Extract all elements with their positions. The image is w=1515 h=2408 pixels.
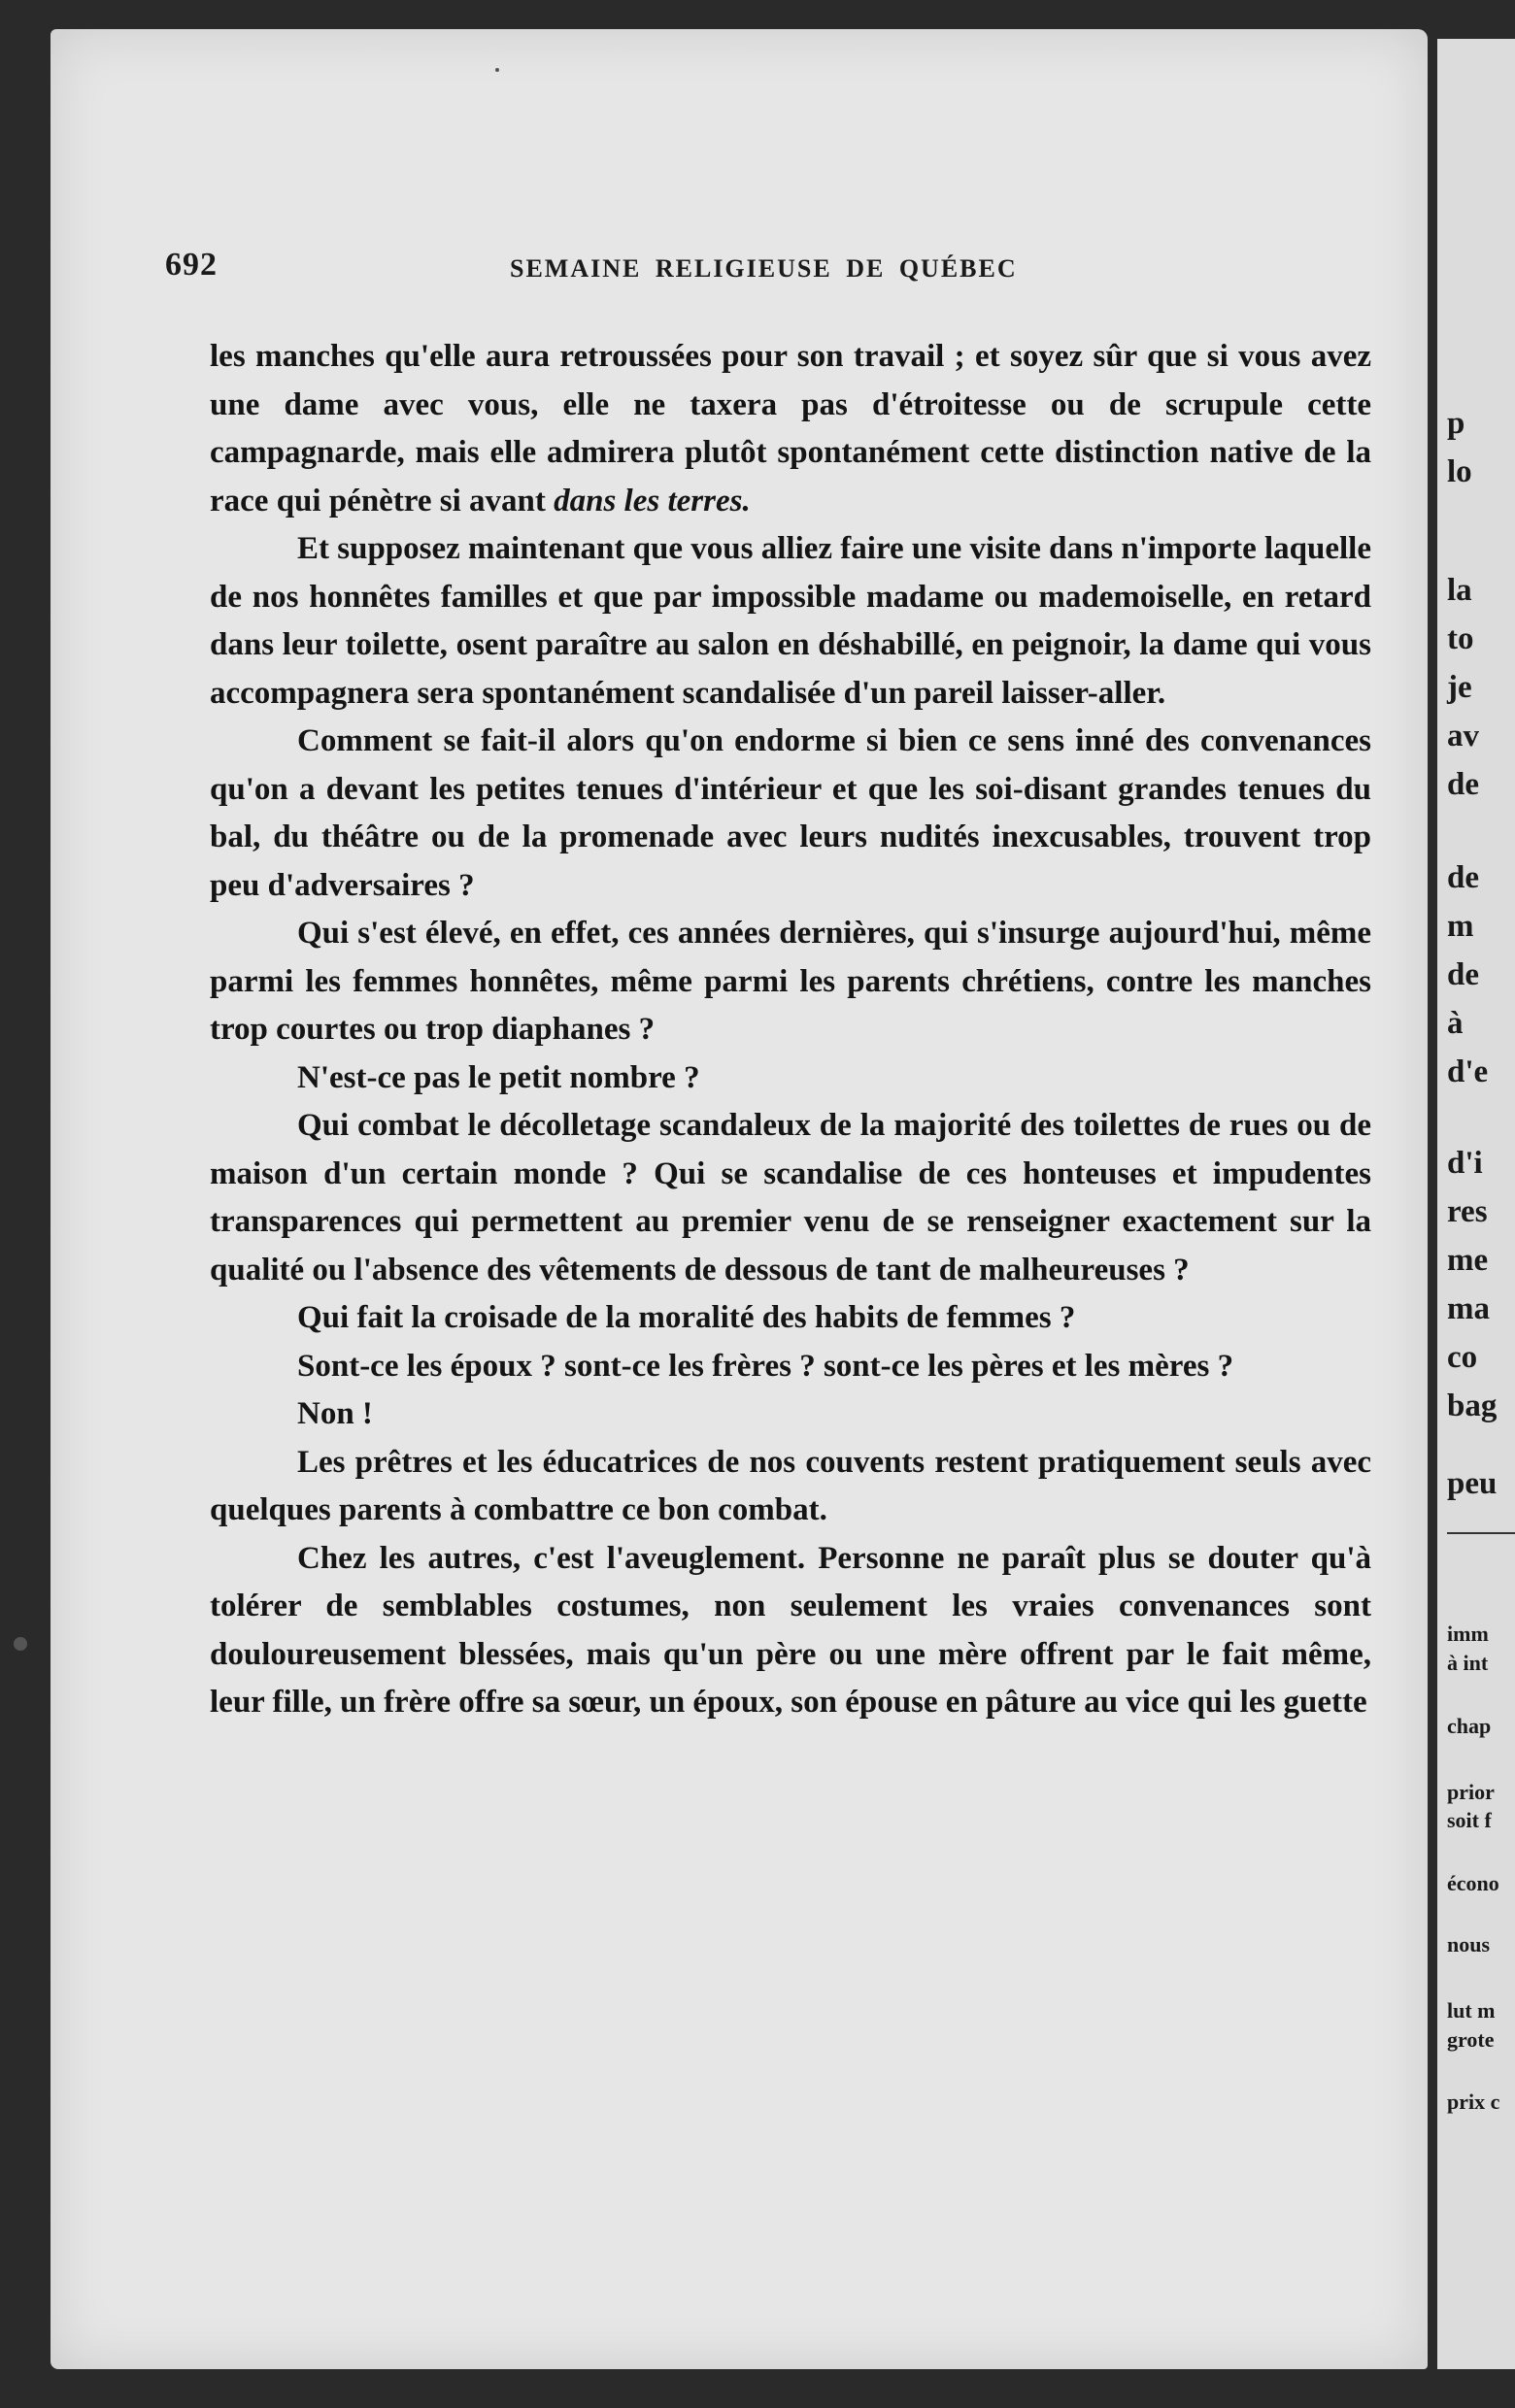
facing-footnote: grote [1447, 2027, 1495, 2052]
dust-speck [14, 1637, 27, 1651]
facing-footnote: soit f [1447, 1808, 1492, 1832]
facing-line: av [1447, 719, 1479, 753]
facing-line: p [1447, 406, 1465, 441]
facing-line: peu [1447, 1466, 1498, 1501]
facing-footnote: à int [1447, 1651, 1489, 1675]
facing-line: de [1447, 860, 1479, 895]
facing-line: ma [1447, 1291, 1490, 1326]
facing-line: co [1447, 1340, 1478, 1375]
paragraph-7: Qui fait la croisade de la moralité des habits de femmes ? [297, 1300, 1076, 1335]
paragraph-1-text: les manches qu'elle aura retroussées pour son travail ; et soyez sûr que si vous avez une dame avec vous, elle ne taxera pas d'étroitesse ou de scrupule cette campagnarde, mais elle admirera plutôt spontanément cette distinction native de la race qui pénètre si avant [210, 339, 1371, 518]
facing-page-edge [1437, 39, 1515, 2369]
paragraph-11: Chez les autres, c'est l'aveuglement. Personne ne paraît plus se douter qu'à tolérer de semblables costumes, non seulement les vraies convenances sont douloureusement blessées, mais qu'un père ou une mère offrent par le fait même, leur fille, un frère offre sa sœur, un époux, son épouse en pâture au vice qui les guette [210, 1540, 1371, 1720]
facing-line: à [1447, 1006, 1464, 1041]
facing-footnote: nous [1447, 1932, 1491, 1956]
paragraph-1 [210, 333, 1371, 525]
facing-footnote: prior [1447, 1780, 1495, 1804]
paragraph-1-emphasis: dans les terres. [554, 483, 751, 518]
journal-title: SEMAINE RELIGIEUSE DE QUÉBEC [510, 254, 1018, 283]
facing-footnote: chap [1447, 1714, 1492, 1738]
facing-line: d'i [1447, 1146, 1483, 1181]
facing-footnote: prix c [1447, 2090, 1500, 2114]
paragraph-10: Les prêtres et les éducatrices de nos couvents restent pratiquement seuls avec quelques parents à combattre ce bon combat. [210, 1444, 1371, 1527]
facing-line: to [1447, 621, 1474, 656]
paragraph-2: Et supposez maintenant que vous alliez faire une visite dans n'importe laquelle de nos honnêtes familles et que par impossible madame ou mademoiselle, en retard dans leur toilette, osent paraître au salon en déshabillé, en peignoir, la dame qui vous accompagnera sera spontanément scandalisée d'un pareil laisser-aller. [210, 531, 1371, 711]
paragraph-6: Qui combat le décolletage scandaleux de la majorité des toilettes de rues ou de maison d'un certain monde ? Qui se scandalise de ces honteuses et impudentes transparences qui permettent au premier venu de se renseigner exactement sur la qualité ou l'absence des vêtements de dessous de tant de malheureuses ? [210, 1108, 1371, 1288]
footnote-rule [1447, 1532, 1515, 1534]
facing-line: bag [1447, 1388, 1498, 1423]
page-number: 692 [165, 247, 218, 283]
facing-footnote: écono [1447, 1871, 1499, 1895]
facing-line: de [1447, 957, 1479, 992]
dust-speck [495, 68, 499, 72]
paragraph-8: Sont-ce les époux ? sont-ce les frères ? sont-ce les pères et les mères ? [297, 1348, 1234, 1384]
facing-line: me [1447, 1243, 1489, 1278]
facing-line: m [1447, 909, 1474, 944]
facing-footnote: lut m [1447, 1998, 1496, 2023]
facing-line: je [1447, 670, 1472, 705]
running-head [165, 247, 1362, 285]
facing-footnote: imm [1447, 1622, 1489, 1646]
facing-line: lo [1447, 454, 1472, 489]
paragraph-9: Non ! [297, 1396, 373, 1431]
paragraph-3: Comment se fait-il alors qu'on endorme si bien ce sens inné des convenances qu'on a devant les petites tenues d'intérieur et que les soi-disant grandes tenues du bal, du théâtre ou de la promenade avec leurs nudités inexcusables, trouvent trop peu d'adversaires ? [210, 723, 1371, 903]
body-text [210, 333, 1371, 1727]
facing-line: res [1447, 1194, 1488, 1229]
facing-line: d'e [1447, 1054, 1489, 1089]
facing-line: la [1447, 573, 1472, 608]
facing-line: de [1447, 767, 1479, 802]
paragraph-4: Qui s'est élevé, en effet, ces années dernières, qui s'insurge aujourd'hui, même parmi les femmes honnêtes, même parmi les parents chrétiens, contre les manches trop courtes ou trop diaphanes ? [210, 916, 1371, 1047]
paragraph-5: N'est-ce pas le petit nombre ? [297, 1059, 700, 1095]
